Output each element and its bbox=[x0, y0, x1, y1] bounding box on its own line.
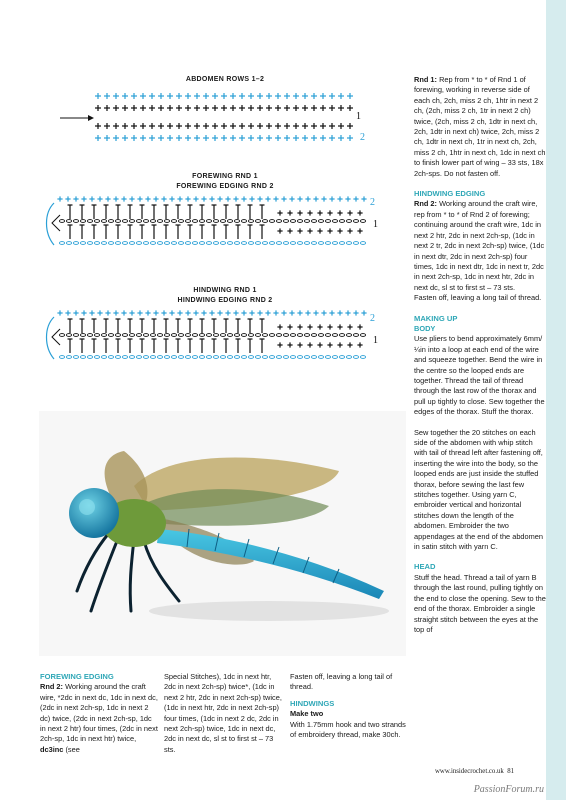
chain-stitch-symbol bbox=[108, 220, 113, 223]
chain-stitch-symbol bbox=[213, 242, 218, 245]
chain-stitch-symbol bbox=[73, 334, 78, 337]
chain-stitch-symbol bbox=[101, 356, 106, 359]
chain-stitch-symbol bbox=[234, 242, 239, 245]
chain-stitch-symbol bbox=[276, 356, 281, 359]
hindwing-chart-title-1: HINDWING RND 1 bbox=[193, 287, 257, 294]
wing-end-arrow bbox=[52, 215, 60, 231]
chain-stitch-symbol bbox=[206, 220, 211, 223]
chain-stitch-symbol bbox=[150, 220, 155, 223]
chain-stitch-symbol bbox=[325, 242, 330, 245]
chain-stitch-symbol bbox=[269, 356, 274, 359]
page-number: 81 bbox=[507, 768, 515, 775]
head-text: Stuff the head. Thread a tail of yarn B through the last round, pulling tightly on the end to close the opening. Sew to the end of the thorax. Embroider a single straight stitch between the eyes at the top of bbox=[414, 572, 546, 634]
chain-stitch-symbol bbox=[255, 242, 260, 245]
chain-stitch-symbol bbox=[332, 356, 337, 359]
bottom-left-column bbox=[40, 672, 158, 755]
chain-stitch-symbol bbox=[332, 334, 337, 337]
chain-stitch-symbol bbox=[227, 334, 232, 337]
forewing-rnd2-continued: Special Stitches), 1dc in next htr, 2dc in next 2ch-sp) twice*, (1dc in next 2 htr, 2dc in next 2ch-sp) twice, (1dc in next htr, 2dc in next 2ch-sp) four times, (1dc in next 2 dc, 2dc in next 2ch-sp) twice, 1dc in next dc, 2dc in next dc, sl st to first st – 73 sts. bbox=[164, 672, 282, 754]
abdomen-chart-title: ABDOMEN ROWS 1–2 bbox=[185, 76, 265, 83]
hindwing-rnd-label-1: 1 bbox=[373, 335, 378, 346]
chain-stitch-symbol bbox=[66, 242, 71, 245]
hindwing-chart-title-2: HINDWING EDGING RND 2 bbox=[177, 297, 273, 304]
chain-stitch-symbol bbox=[297, 356, 302, 359]
chain-stitch-symbol bbox=[164, 334, 169, 337]
chain-stitch-symbol bbox=[227, 242, 232, 245]
chain-stitch-symbol bbox=[297, 242, 302, 245]
chain-stitch-symbol bbox=[80, 334, 85, 337]
chain-stitch-symbol bbox=[290, 356, 295, 359]
chain-stitch-symbol bbox=[115, 220, 120, 223]
chain-stitch-symbol bbox=[276, 334, 281, 337]
chain-stitch-symbol bbox=[353, 242, 358, 245]
chain-stitch-symbol bbox=[171, 334, 176, 337]
forewing-chart-title-2: FOREWING EDGING RND 2 bbox=[176, 183, 274, 190]
chain-stitch-symbol bbox=[136, 220, 141, 223]
chain-stitch-symbol bbox=[360, 334, 365, 337]
making-up-heading: MAKING UP bbox=[414, 313, 458, 323]
chain-stitch-symbol bbox=[213, 220, 218, 223]
chain-stitch-symbol bbox=[59, 220, 64, 223]
chain-stitch-symbol bbox=[66, 334, 71, 337]
chain-stitch-symbol bbox=[59, 334, 64, 337]
chain-stitch-symbol bbox=[325, 334, 330, 337]
chain-stitch-symbol bbox=[199, 242, 204, 245]
chain-stitch-symbol bbox=[311, 356, 316, 359]
chain-stitch-symbol bbox=[290, 242, 295, 245]
dc3inc-term: dc3inc bbox=[40, 744, 64, 754]
chain-stitch-symbol bbox=[150, 334, 155, 337]
chain-stitch-symbol bbox=[311, 334, 316, 337]
chain-stitch-symbol bbox=[185, 220, 190, 223]
abdomen-chart bbox=[40, 88, 370, 150]
chain-stitch-symbol bbox=[115, 334, 120, 337]
chain-stitch-symbol bbox=[94, 220, 99, 223]
hindwing-rnd-label-2: 2 bbox=[370, 313, 375, 324]
chain-stitch-symbol bbox=[234, 334, 239, 337]
chain-stitch-symbol bbox=[332, 242, 337, 245]
chain-stitch-symbol bbox=[178, 220, 183, 223]
chain-stitch-symbol bbox=[353, 220, 358, 223]
chain-stitch-symbol bbox=[129, 356, 134, 359]
chain-stitch-symbol bbox=[192, 242, 197, 245]
chain-stitch-symbol bbox=[220, 242, 225, 245]
chain-stitch-symbol bbox=[241, 356, 246, 359]
body-text-1: Use pliers to bend approximately 6mm/¼in into a loop at each end of the wire and squeeze together. Bend the wire in the centre so the looped ends are together. Thread the tail of thread through the last row of the thorax and pull up tightly to close. Sew together the edges of the thorax. Stuff the thorax. bbox=[414, 334, 545, 417]
chain-stitch-symbol bbox=[199, 356, 204, 359]
chain-stitch-symbol bbox=[318, 356, 323, 359]
chain-stitch-symbol bbox=[248, 356, 253, 359]
chain-stitch-symbol bbox=[185, 242, 190, 245]
chain-stitch-symbol bbox=[318, 334, 323, 337]
chain-stitch-symbol bbox=[171, 242, 176, 245]
forewing-rnd-label-2: 2 bbox=[370, 197, 375, 208]
chain-stitch-symbol bbox=[346, 220, 351, 223]
chain-stitch-symbol bbox=[339, 334, 344, 337]
rnd1-text: Rep from * to * of Rnd 1 of forewing, working in reverse side of each ch, 2ch, miss 2 ch, 1htr in next 2 ch, (2ch, miss 2 ch, 1tr in next 2 ch) twice, (2ch, miss 2 ch, 1dtr in next ch, 2ch, 1dtr in next ch) twice, 2ch, miss 2 ch, 1dtr in next ch, 1tr in next ch, 2ch, miss 2 ch, 1htr in next ch, 1dc in next ch to finish lower part of wing – 33 sts, 18x 2ch-sps. Do not fasten off. bbox=[414, 75, 546, 178]
chain-stitch-symbol bbox=[213, 356, 218, 359]
chain-stitch-symbol bbox=[192, 220, 197, 223]
chain-stitch-symbol bbox=[101, 334, 106, 337]
chain-stitch-symbol bbox=[87, 356, 92, 359]
chain-stitch-symbol bbox=[241, 242, 246, 245]
chain-stitch-symbol bbox=[360, 356, 365, 359]
chain-stitch-symbol bbox=[59, 356, 64, 359]
chain-stitch-symbol bbox=[185, 356, 190, 359]
chain-stitch-symbol bbox=[269, 242, 274, 245]
chain-stitch-symbol bbox=[143, 242, 148, 245]
chain-stitch-symbol bbox=[178, 356, 183, 359]
chain-stitch-symbol bbox=[325, 220, 330, 223]
chain-stitch-symbol bbox=[269, 334, 274, 337]
chain-stitch-symbol bbox=[87, 220, 92, 223]
right-column bbox=[414, 75, 546, 635]
chain-stitch-symbol bbox=[129, 220, 134, 223]
chain-stitch-symbol bbox=[318, 220, 323, 223]
chain-stitch-symbol bbox=[73, 242, 78, 245]
chain-stitch-symbol bbox=[94, 242, 99, 245]
chain-stitch-symbol bbox=[115, 242, 120, 245]
chain-stitch-symbol bbox=[122, 356, 127, 359]
chain-stitch-symbol bbox=[227, 356, 232, 359]
chain-stitch-symbol bbox=[129, 242, 134, 245]
chain-stitch-symbol bbox=[94, 334, 99, 337]
chain-stitch-symbol bbox=[220, 356, 225, 359]
chain-stitch-symbol bbox=[360, 242, 365, 245]
chain-stitch-symbol bbox=[262, 242, 267, 245]
chain-stitch-symbol bbox=[87, 242, 92, 245]
rnd2-label: Rnd 2: bbox=[414, 199, 437, 209]
chain-stitch-symbol bbox=[248, 220, 253, 223]
chain-stitch-symbol bbox=[325, 356, 330, 359]
page-footer bbox=[435, 768, 514, 775]
chain-stitch-symbol bbox=[59, 242, 64, 245]
chain-stitch-symbol bbox=[206, 334, 211, 337]
chain-stitch-symbol bbox=[115, 356, 120, 359]
abdomen-row-label-2: 2 bbox=[360, 132, 365, 143]
chain-stitch-symbol bbox=[276, 242, 281, 245]
forewing-rnd2-text-end: (see bbox=[63, 744, 80, 754]
head-heading: HEAD bbox=[414, 562, 436, 572]
chain-stitch-symbol bbox=[290, 334, 295, 337]
chain-stitch-symbol bbox=[276, 220, 281, 223]
chain-stitch-symbol bbox=[346, 334, 351, 337]
chain-stitch-symbol bbox=[220, 220, 225, 223]
forewing-chart bbox=[40, 193, 385, 253]
page-edge-band bbox=[546, 0, 566, 800]
chain-stitch-symbol bbox=[157, 334, 162, 337]
hindwings-heading: HINDWINGS bbox=[290, 698, 335, 708]
chain-stitch-symbol bbox=[360, 220, 365, 223]
bottom-middle-column bbox=[164, 672, 282, 755]
chain-stitch-symbol bbox=[122, 334, 127, 337]
forewing-rnd2-text: Working around the craft wire, *2dc in next dc, 1dc in next dc, (2dc in next 2ch-sp, 1dc in next 2 dc) twice, (2dc in next 2ch-sp, 1dc in next 2 htr) four times, (2dc in next 2ch-sp, 1dc in next htr) twice, bbox=[40, 682, 158, 744]
chain-stitch-symbol bbox=[248, 334, 253, 337]
chain-stitch-symbol bbox=[136, 334, 141, 337]
chain-stitch-symbol bbox=[339, 356, 344, 359]
chain-stitch-symbol bbox=[143, 220, 148, 223]
chain-stitch-symbol bbox=[66, 356, 71, 359]
chain-stitch-symbol bbox=[304, 242, 309, 245]
chain-stitch-symbol bbox=[171, 356, 176, 359]
forewing-rnd-label-1: 1 bbox=[373, 219, 378, 230]
chain-stitch-symbol bbox=[178, 334, 183, 337]
chain-stitch-symbol bbox=[129, 334, 134, 337]
body-text-2: Sew together the 20 stitches on each side of the abdomen with whip stitch with tail of thread left after fastening off, inserting the wire into the body, so the looped ends are just inside the stuffed thorax, before sewing the last few stitches together. Using yarn C, embroider vertical and horizontal stitches down the length of the abdomen. Embroider the two appendages at the end of the abdomen in satin stitch with yarn C. bbox=[414, 427, 544, 552]
chain-stitch-symbol bbox=[255, 356, 260, 359]
chain-stitch-symbol bbox=[255, 334, 260, 337]
chain-stitch-symbol bbox=[157, 242, 162, 245]
chain-stitch-symbol bbox=[108, 334, 113, 337]
chain-stitch-symbol bbox=[87, 334, 92, 337]
chain-stitch-symbol bbox=[353, 356, 358, 359]
chain-stitch-symbol bbox=[73, 220, 78, 223]
chain-stitch-symbol bbox=[143, 334, 148, 337]
chain-stitch-symbol bbox=[332, 220, 337, 223]
chain-stitch-symbol bbox=[192, 356, 197, 359]
rnd1-label: Rnd 1: bbox=[414, 75, 437, 84]
chain-stitch-symbol bbox=[241, 334, 246, 337]
chain-stitch-symbol bbox=[171, 220, 176, 223]
chain-stitch-symbol bbox=[136, 242, 141, 245]
site-url: www.insidecrochet.co.uk bbox=[435, 768, 504, 775]
chain-stitch-symbol bbox=[255, 220, 260, 223]
chain-stitch-symbol bbox=[80, 356, 85, 359]
chain-stitch-symbol bbox=[164, 242, 169, 245]
chain-stitch-symbol bbox=[262, 220, 267, 223]
chain-stitch-symbol bbox=[283, 220, 288, 223]
chain-stitch-symbol bbox=[304, 356, 309, 359]
dragonfly-photo bbox=[39, 411, 406, 656]
bottom-right-column bbox=[290, 672, 406, 740]
fasten-off-text: Fasten off, leaving a long tail of thread. bbox=[414, 293, 542, 303]
chain-stitch-symbol bbox=[283, 356, 288, 359]
chain-stitch-symbol bbox=[101, 242, 106, 245]
chain-stitch-symbol bbox=[262, 356, 267, 359]
chain-stitch-symbol bbox=[311, 242, 316, 245]
chain-stitch-symbol bbox=[150, 242, 155, 245]
watermark: PassionForum.ru bbox=[473, 784, 544, 795]
forewing-fasten-off: Fasten off, leaving a long tail of thread. bbox=[290, 672, 393, 692]
chain-stitch-symbol bbox=[353, 334, 358, 337]
chain-stitch-symbol bbox=[304, 220, 309, 223]
chain-stitch-symbol bbox=[339, 242, 344, 245]
chain-stitch-symbol bbox=[122, 242, 127, 245]
rnd2-text: Working around the craft wire, rep from * to * of Rnd 2 of forewing; continuing around the craft wire, 1dc in next 2 htr, 2dc in next 2ch-sp, (1dc in next 2 tr, 2dc in next 2ch-sp) twice, (1dc in next dtr, 2dc in next 2ch-sp) four times, 1dc in next dtr, 1dc in next tr, 2dc in next 2ch-sp, 1dc in next htr, 2dc in next dc, sl st to first st – 73 sts. bbox=[414, 199, 545, 292]
chain-stitch-symbol bbox=[318, 242, 323, 245]
chain-stitch-symbol bbox=[108, 356, 113, 359]
chain-stitch-symbol bbox=[234, 356, 239, 359]
chain-stitch-symbol bbox=[297, 220, 302, 223]
chain-stitch-symbol bbox=[199, 334, 204, 337]
chain-stitch-symbol bbox=[80, 220, 85, 223]
chain-stitch-symbol bbox=[339, 220, 344, 223]
chain-stitch-symbol bbox=[269, 220, 274, 223]
chain-stitch-symbol bbox=[157, 356, 162, 359]
chain-stitch-symbol bbox=[206, 356, 211, 359]
forewing-rnd2-label: Rnd 2: bbox=[40, 682, 63, 692]
make-two-label: Make two bbox=[290, 709, 324, 719]
chain-stitch-symbol bbox=[262, 334, 267, 337]
chain-stitch-symbol bbox=[94, 356, 99, 359]
body-subheading: BODY bbox=[414, 323, 436, 333]
chain-stitch-symbol bbox=[108, 242, 113, 245]
chain-stitch-symbol bbox=[199, 220, 204, 223]
abdomen-arrow-head bbox=[88, 115, 94, 121]
chain-stitch-symbol bbox=[192, 334, 197, 337]
chain-stitch-symbol bbox=[101, 220, 106, 223]
chain-stitch-symbol bbox=[290, 220, 295, 223]
chain-stitch-symbol bbox=[283, 334, 288, 337]
hindwings-text: With 1.75mm hook and two strands of embroidery thread, make 30ch. bbox=[290, 719, 406, 740]
forewing-edging-heading: FOREWING EDGING bbox=[40, 672, 114, 681]
chain-stitch-symbol bbox=[185, 334, 190, 337]
chain-stitch-symbol bbox=[66, 220, 71, 223]
forewing-chart-title-1: FOREWING RND 1 bbox=[192, 173, 258, 180]
chain-stitch-symbol bbox=[304, 334, 309, 337]
chain-stitch-symbol bbox=[234, 220, 239, 223]
chain-stitch-symbol bbox=[346, 356, 351, 359]
abdomen-row-label-1: 1 bbox=[356, 111, 361, 122]
chain-stitch-symbol bbox=[241, 220, 246, 223]
chain-stitch-symbol bbox=[164, 356, 169, 359]
wing-end-arrow bbox=[52, 329, 60, 345]
chain-stitch-symbol bbox=[73, 356, 78, 359]
chain-stitch-symbol bbox=[150, 356, 155, 359]
chain-stitch-symbol bbox=[80, 242, 85, 245]
chain-stitch-symbol bbox=[213, 334, 218, 337]
chain-stitch-symbol bbox=[206, 242, 211, 245]
chain-stitch-symbol bbox=[164, 220, 169, 223]
chain-stitch-symbol bbox=[143, 356, 148, 359]
chain-stitch-symbol bbox=[220, 334, 225, 337]
hindwing-edging-heading: HINDWING EDGING bbox=[414, 189, 486, 199]
chain-stitch-symbol bbox=[297, 334, 302, 337]
chain-stitch-symbol bbox=[227, 220, 232, 223]
chain-stitch-symbol bbox=[346, 242, 351, 245]
hindwing-chart bbox=[40, 307, 385, 369]
chain-stitch-symbol bbox=[283, 242, 288, 245]
chain-stitch-symbol bbox=[136, 356, 141, 359]
chain-stitch-symbol bbox=[178, 242, 183, 245]
chain-stitch-symbol bbox=[157, 220, 162, 223]
chain-stitch-symbol bbox=[122, 220, 127, 223]
chain-stitch-symbol bbox=[248, 242, 253, 245]
chain-stitch-symbol bbox=[311, 220, 316, 223]
